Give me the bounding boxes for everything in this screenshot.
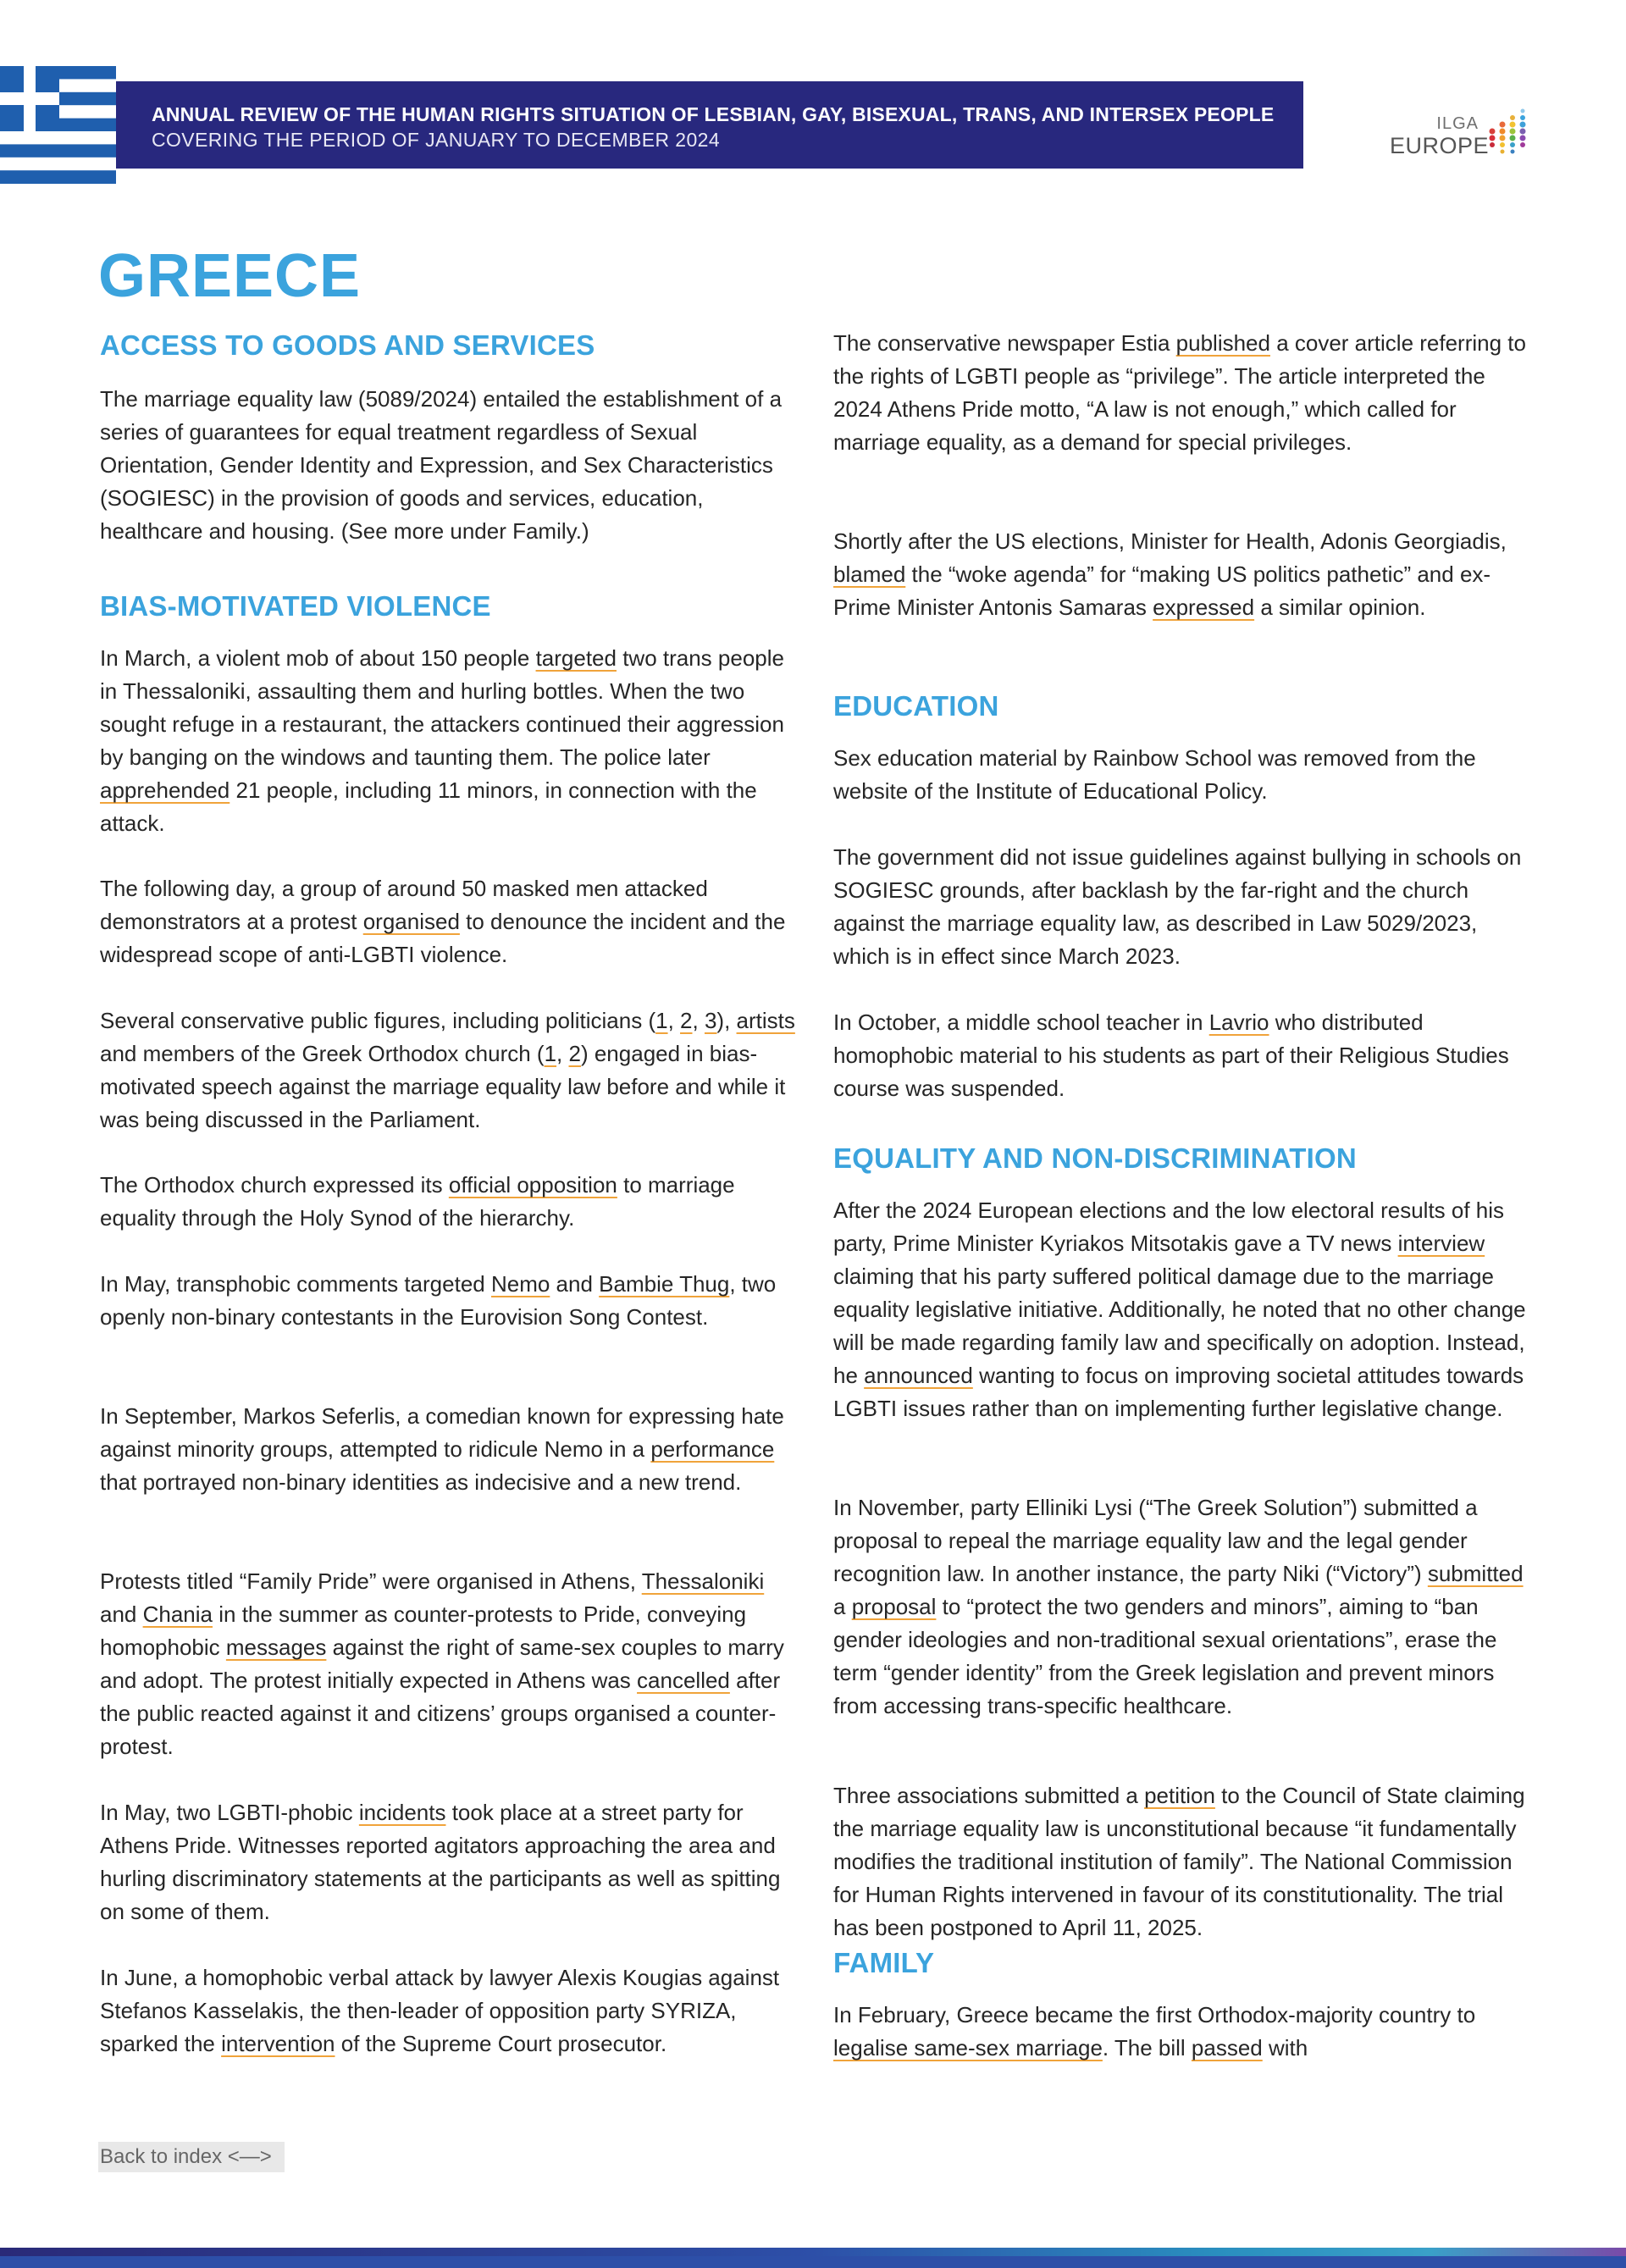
paragraph-education-1: Sex education material by Rainbow School was removed from the website of the Institute of Educational Policy. <box>833 745 1476 804</box>
ilga-dots-icon <box>1479 106 1531 158</box>
paragraph-equality-1: After the 2024 European elections and the low electoral results of his party, Prime Minister Kyriakos Mitsotakis gave a TV news interview claiming that his party suffered political damage due to the marriage equality legislative initiative. Additionally, he noted that no other change will be made regarding family law and specifically on adoption. Instead, he announced wanting to focus on improving societal attitudes towards LGBTI issues rather than on implementing further legislative change. <box>833 1198 1526 1421</box>
paragraph-education-2: The government did not issue guidelines against bullying in schools on SOGIESC grounds, after backlash by the far-right and the church against the marriage equality law, as described in Law 5029/2023, which is in effect since March 2023. <box>833 844 1522 969</box>
banner-title: ANNUAL REVIEW OF THE HUMAN RIGHTS SITUATION OF LESBIAN, GAY, BISEXUAL, TRANS, AND INTERSEX PEOPLE <box>152 103 1275 125</box>
page-title: GREECE <box>98 242 362 310</box>
link-performance[interactable]: performance <box>650 1436 775 1462</box>
paragraph-bias-5: In May, transphobic comments targeted Nemo and Bambie Thug, two openly non-binary contestants in the Eurovision Song Contest. <box>100 1271 777 1330</box>
paragraph-bias-7: Protests titled “Family Pride” were organised in Athens, Thessaloniki and Chania in the summer as counter-protests to Pride, conveying homophobic messages against the right of same-sex couples to marry and adopt. The protest initially expected in Athens was cancelled after the public reacted against it and citizens’ groups organised a counter-protest. <box>100 1568 784 1759</box>
paragraph-equality-2: In November, party Elliniki Lysi (“The Greek Solution”) submitted a proposal to repeal the marriage equality law and the legal gender recognition law. In another instance, the party Niki (“Victory”) submitted a proposal to “protect the two genders and minors”, aiming to “ban gender ideologies and non-traditional sexual orientations”, erase the term “gender identity” from the Greek legislation and prevent minors from accessing trans-specific healthcare. <box>833 1495 1524 1718</box>
link-intervention[interactable]: intervention <box>221 2031 335 2056</box>
paragraph-bias-6: In September, Markos Seferlis, a comedian known for expressing hate against minority groups, attempted to ridicule Nemo in a performance that portrayed non-binary identities as indecisive and a new trend. <box>100 1403 784 1495</box>
greek-flag-icon <box>0 66 116 184</box>
link-expressed[interactable]: expressed <box>1153 595 1255 620</box>
link-incidents[interactable]: incidents <box>358 1800 446 1825</box>
link-messages[interactable]: messages <box>225 1635 327 1660</box>
section-heading-bias: BIAS-MOTIVATED VIOLENCE <box>100 590 491 622</box>
link-artists[interactable]: artists <box>736 1008 795 1033</box>
ilga-europe-logo <box>1387 106 1531 158</box>
logo-text-top: ILGA <box>1436 114 1479 133</box>
paragraph-equality-3: Three associations submitted a petition to the Council of State claiming the marriage equality law is unconstitutional because “it fundamentally modifies the traditional institution of family”. The National Commission for Human Rights intervened in favour of its constitutionality. The trial has been postponed to April 11, 2025. <box>833 1783 1525 1940</box>
link-legalise-same-sex-marriage[interactable]: legalise same-sex marriage <box>833 2035 1103 2061</box>
link-apprehended[interactable]: apprehended <box>100 777 230 803</box>
paragraph-privilege: The conservative newspaper Estia published a cover article referring to the rights of LGBTI people as “privilege”. The article interpreted the 2024 Athens Pride motto, “A law is not enough,” which called for marriage equality, as a demand for special privileges. <box>833 330 1526 455</box>
link-cancelled[interactable]: cancelled <box>637 1668 730 1693</box>
paragraph-bias-3: Several conservative public figures, including politicians (1, 2, 3), artists and members of the Greek Orthodox church (1, 2) engaged in bias-motivated speech against the marriage equality law before and while it was being discussed in the Parliament. <box>100 1008 795 1132</box>
link-church-2[interactable]: 2 <box>568 1041 581 1066</box>
link-petition[interactable]: petition <box>1144 1783 1215 1808</box>
logo-text-bottom: EUROPE <box>1390 133 1490 158</box>
link-official-opposition[interactable]: official opposition <box>448 1172 617 1198</box>
link-bambie-thug[interactable]: Bambie Thug <box>599 1271 730 1297</box>
link-published[interactable]: published <box>1175 330 1270 356</box>
paragraph-bias-1: In March, a violent mob of about 150 people targeted two trans people in Thessaloniki, assaulting them and hurling bottles. When the two sought refuge in a restaurant, the attackers continued their aggression by banging on the windows and taunting them. The police later apprehended 21 people, including 11 minors, in connection with the attack. <box>100 645 784 836</box>
link-passed[interactable]: passed <box>1191 2035 1263 2061</box>
paragraph-access: The marriage equality law (5089/2024) entailed the establishment of a series of guarantees for equal treatment regardless of Sexual Orientation, Gender Identity and Expression, and Sex Characteristics (SOGIESC) in the provision of goods and services, education, healthcare and housing. (See more under Family.) <box>100 386 783 544</box>
link-chania[interactable]: Chania <box>142 1601 213 1627</box>
link-interview[interactable]: interview <box>1397 1231 1485 1256</box>
paragraph-education-3: In October, a middle school teacher in Lavrio who distributed homophobic material to his students as part of their Religious Studies course was suspended. <box>833 1010 1509 1101</box>
section-heading-access: ACCESS TO GOODS AND SERVICES <box>100 329 595 361</box>
link-politician-3[interactable]: 3 <box>704 1008 717 1033</box>
paragraph-bias-9: In June, a homophobic verbal attack by lawyer Alexis Kougias against Stefanos Kasselakis, the then-leader of opposition party SYRIZA, sparked the intervention of the Supreme Court prosecutor. <box>100 1965 780 2056</box>
link-nemo[interactable]: Nemo <box>490 1271 550 1297</box>
link-lavrio[interactable]: Lavrio <box>1208 1010 1269 1035</box>
link-organised[interactable]: organised <box>362 909 460 934</box>
link-targeted[interactable]: targeted <box>535 645 617 671</box>
link-church-1[interactable]: 1 <box>544 1041 557 1066</box>
paragraph-bias-8: In May, two LGBTI-phobic incidents took place at a street party for Athens Pride. Witnesses reported agitators approaching the area and hurling discriminatory statements at the participants as well as spitting on some of them. <box>100 1800 781 1924</box>
footer-rainbow-bar <box>0 2248 1626 2268</box>
link-submitted[interactable]: submitted <box>1427 1561 1524 1586</box>
section-heading-family: FAMILY <box>833 1947 935 1978</box>
paragraph-family-1: In February, Greece became the first Orthodox-majority country to legalise same-sex marriage. The bill passed with <box>833 2002 1476 2061</box>
link-proposal[interactable]: proposal <box>851 1594 937 1619</box>
link-announced[interactable]: announced <box>864 1363 973 1388</box>
paragraph-bias-2: The following day, a group of around 50 masked men attacked demonstrators at a protest organised to denounce the incident and the widespread scope of anti-LGBTI violence. <box>100 876 786 967</box>
link-thessaloniki[interactable]: Thessaloniki <box>641 1568 765 1594</box>
section-heading-equality: EQUALITY AND NON-DISCRIMINATION <box>833 1142 1357 1174</box>
link-blamed[interactable]: blamed <box>833 561 906 587</box>
banner-subtitle: COVERING THE PERIOD OF JANUARY TO DECEMBER 2024 <box>152 129 721 151</box>
back-to-index-link[interactable]: Back to index <—> <box>98 2142 285 2172</box>
section-heading-education: EDUCATION <box>833 690 999 722</box>
report-banner <box>116 81 1303 169</box>
paragraph-us-elections: Shortly after the US elections, Minister for Health, Adonis Georgiadis, blamed the “woke agenda” for “making US politics pathetic” and ex-Prime Minister Antonis Samaras expressed a similar opinion. <box>833 528 1507 620</box>
paragraph-bias-4: The Orthodox church expressed its official opposition to marriage equality through the Holy Synod of the hierarchy. <box>100 1172 735 1231</box>
link-politician-2[interactable]: 2 <box>680 1008 693 1033</box>
link-politician-1[interactable]: 1 <box>655 1008 668 1033</box>
